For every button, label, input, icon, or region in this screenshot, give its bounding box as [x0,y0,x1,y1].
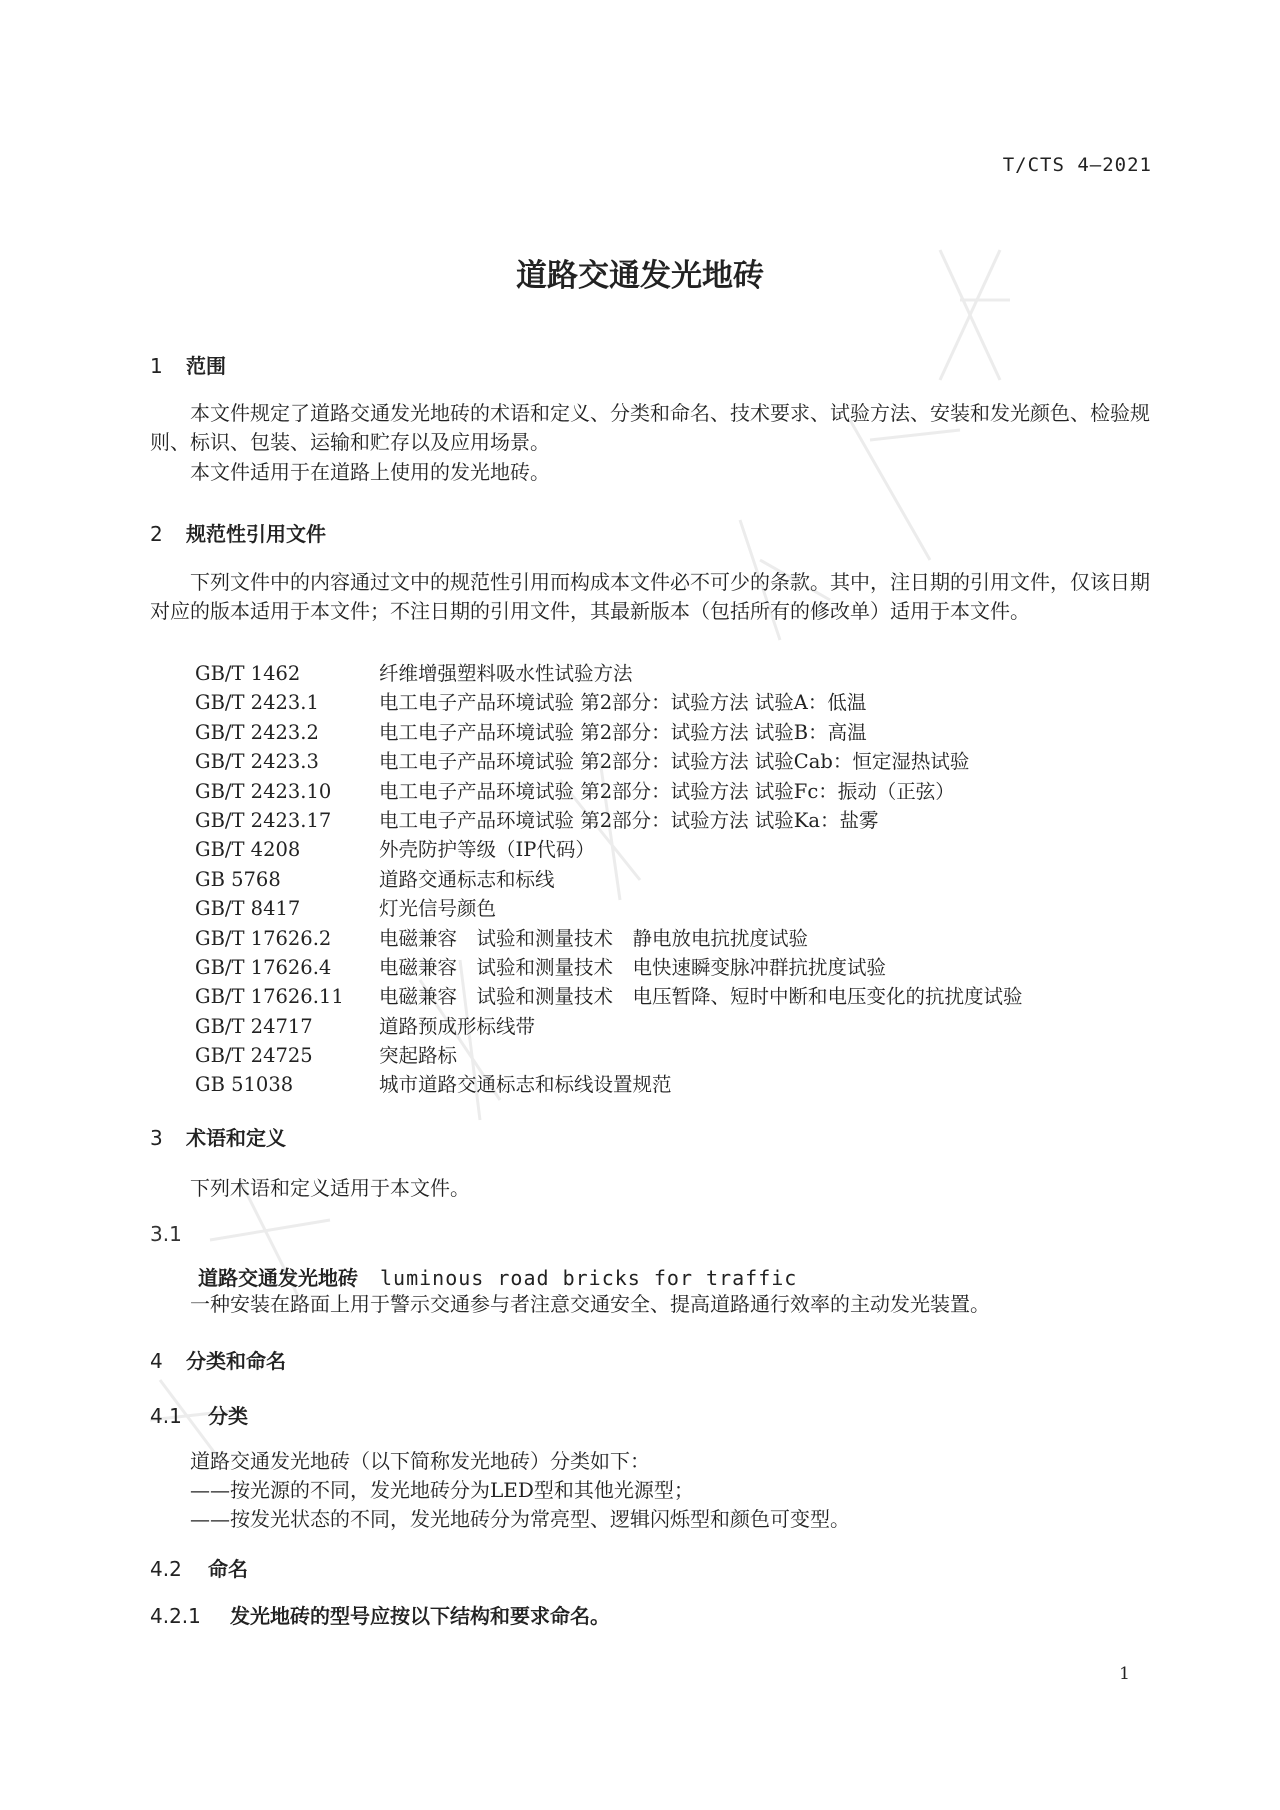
section-4-1-line-3: ——按发光状态的不同，发光地砖分为常亮型、逻辑闪烁型和颜色可变型。 [190,1507,850,1531]
reference-row [195,864,1023,893]
reference-code: GB/T 2423.1 [195,691,319,715]
reference-row [195,776,1023,805]
reference-title: 电磁兼容 试验和测量技术 电压暂降、短时中断和电压变化的抗扰度试验 [379,985,1023,1009]
section-4-heading [150,1345,286,1374]
section-number: 4 [150,1349,163,1373]
reference-code: GB/T 1462 [195,662,301,685]
reference-code: GB/T 24725 [195,1044,313,1068]
clause-number: 4.2.1 [150,1604,201,1628]
reference-title: 电工电子产品环境试验 第2部分：试验方法 试验Cab：恒定湿热试验 [379,750,970,774]
reference-code: GB/T 2423.17 [195,808,332,832]
page-number: 1 [1119,1664,1130,1684]
subsection-title: 命名 [208,1557,248,1581]
section-2-intro: 下列文件中的内容通过文中的规范性引用而构成本文件必不可少的条款。其中，注日期的引用文件，仅该日期对应的版本适用于本文件；不注日期的引用文件，其最新版本（包括所有的修改单）适用于本文件。 [150,570,1150,623]
section-title: 规范性引用文件 [186,522,326,546]
subsection-title: 分类 [208,1404,248,1428]
reference-code: GB/T 8417 [195,897,301,921]
reference-row [195,952,1023,981]
section-number: 2 [150,522,163,546]
reference-code: GB 51038 [195,1073,294,1097]
section-number: 3 [150,1126,163,1150]
reference-code: GB/T 24717 [195,1014,313,1038]
reference-row [195,746,1023,775]
reference-code: GB/T 17626.2 [195,926,332,950]
section-2-heading [150,518,326,547]
section-title: 范围 [186,354,226,378]
reference-list [195,658,1023,1099]
term-number: 3.1 [150,1222,182,1246]
reference-row [195,805,1023,834]
reference-title: 道路交通标志和标线 [379,867,555,891]
section-title: 分类和命名 [186,1349,286,1373]
reference-row [195,923,1023,952]
document-code: T/CTS 4—2021 [1002,154,1152,176]
reference-row [195,1011,1023,1040]
reference-title: 灯光信号颜色 [379,897,497,921]
section-4-1-heading [150,1400,248,1429]
reference-code: GB/T 17626.11 [195,985,344,1009]
reference-row [195,687,1023,716]
reference-code: GB/T 2423.2 [195,720,319,744]
subsection-number: 4.1 [150,1404,182,1428]
reference-code: GB/T 17626.4 [195,955,332,979]
document-title: 道路交通发光地砖 [516,258,764,294]
reference-row [195,1040,1023,1069]
reference-row [195,658,1023,687]
reference-code: GB 5768 [195,867,281,891]
reference-row [195,717,1023,746]
section-1-paragraph-2: 本文件适用于在道路上使用的发光地砖。 [190,460,550,484]
term-chinese: 道路交通发光地砖 [198,1266,358,1290]
section-4-2-heading [150,1553,248,1582]
section-1-paragraph-1: 本文件规定了道路交通发光地砖的术语和定义、分类和命名、技术要求、试验方法、安装和发光颜色、检验规则、标识、包装、运输和贮存以及应用场景。 [150,401,1150,454]
reference-row [195,834,1023,863]
reference-title: 纤维增强塑料吸水性试验方法 [379,662,633,685]
reference-title: 城市道路交通标志和标线设置规范 [379,1073,672,1097]
reference-title: 电工电子产品环境试验 第2部分：试验方法 试验B：高温 [379,720,867,744]
reference-row [195,1069,1023,1098]
reference-code: GB/T 4208 [195,838,301,862]
section-title: 术语和定义 [186,1126,286,1150]
reference-title: 突起路标 [379,1044,458,1068]
reference-title: 外壳防护等级（IP代码） [379,838,595,862]
reference-title: 电工电子产品环境试验 第2部分：试验方法 试验Ka：盐雾 [379,808,879,832]
subsection-number: 4.2 [150,1557,182,1581]
section-4-1-line-2: ——按光源的不同，发光地砖分为LED型和其他光源型； [190,1478,694,1502]
term-definition: 一种安装在路面上用于警示交通参与者注意交通安全、提高道路通行效率的主动发光装置。 [190,1292,990,1316]
reference-title: 电工电子产品环境试验 第2部分：试验方法 试验A：低温 [379,691,867,715]
section-number: 1 [150,354,163,378]
reference-title: 道路预成形标线带 [379,1014,536,1038]
clause-text: 发光地砖的型号应按以下结构和要求命名。 [230,1604,610,1628]
section-4-1-line-1: 道路交通发光地砖（以下简称发光地砖）分类如下： [190,1449,650,1473]
reference-code: GB/T 2423.10 [195,779,332,803]
reference-title: 电磁兼容 试验和测量技术 静电放电抗扰度试验 [379,926,809,950]
section-3-intro: 下列术语和定义适用于本文件。 [190,1176,470,1200]
term-english: luminous road bricks for traffic [380,1266,798,1290]
term-entry [198,1262,797,1291]
reference-title: 电磁兼容 试验和测量技术 电快速瞬变脉冲群抗扰度试验 [379,955,887,979]
section-1-heading [150,350,226,379]
reference-row [195,893,1023,922]
section-3-heading [150,1122,286,1151]
section-4-2-1-clause [150,1600,610,1629]
reference-title: 电工电子产品环境试验 第2部分：试验方法 试验Fc：振动（正弦） [379,779,955,803]
reference-code: GB/T 2423.3 [195,750,319,774]
reference-row [195,981,1023,1010]
